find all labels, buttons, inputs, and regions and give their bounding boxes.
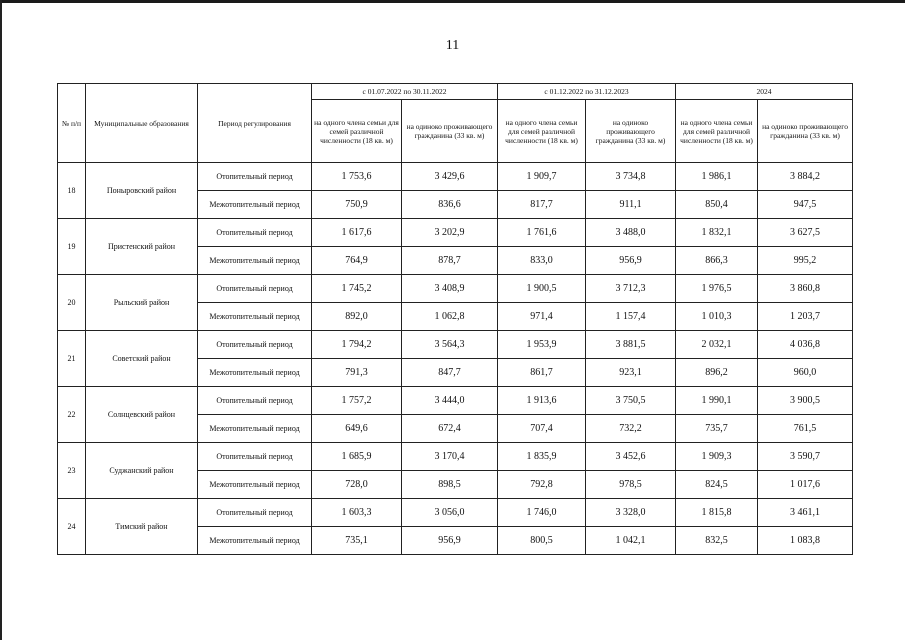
tariff-value-cell: 824,5 [676,471,758,499]
tariff-table [57,83,853,555]
tariff-value-cell: 1 603,3 [312,499,402,527]
tariff-value-cell: 1 832,1 [676,219,758,247]
tariff-value-cell: 1 157,4 [586,303,676,331]
period-non-heating-label: Межотопительный период [198,415,312,443]
tariff-value-cell: 3 056,0 [402,499,498,527]
subheader-family: на одного члена семьи для семей различной численности (18 кв. м) [676,100,758,163]
tariff-value-cell: 878,7 [402,247,498,275]
tariff-value-cell: 956,9 [402,527,498,555]
tariff-value-cell: 1 761,6 [498,219,586,247]
tariff-value-cell: 956,9 [586,247,676,275]
tariff-value-cell: 1 753,6 [312,163,402,191]
period-non-heating-label: Межотопительный период [198,303,312,331]
tariff-value-cell: 3 444,0 [402,387,498,415]
tariff-value-cell: 3 452,6 [586,443,676,471]
tariff-value-cell: 3 884,2 [758,163,853,191]
tariff-value-cell: 3 461,1 [758,499,853,527]
table-row [58,163,853,191]
tariff-value-cell: 3 881,5 [586,331,676,359]
tariff-value-cell: 3 328,0 [586,499,676,527]
period-heating-label: Отопительный период [198,443,312,471]
tariff-value-cell: 1 617,6 [312,219,402,247]
tariff-value-cell: 850,4 [676,191,758,219]
page-top-edge [0,0,905,3]
tariff-value-cell: 732,2 [586,415,676,443]
period-non-heating-label: Межотопительный период [198,471,312,499]
municipality-name: Суджанский район [86,443,198,499]
tariff-value-cell: 896,2 [676,359,758,387]
row-number: 24 [58,499,86,555]
tariff-value-cell: 995,2 [758,247,853,275]
tariff-value-cell: 672,4 [402,415,498,443]
tariff-value-cell: 3 860,8 [758,275,853,303]
tariff-value-cell: 1 746,0 [498,499,586,527]
tariff-value-cell: 832,5 [676,527,758,555]
period-non-heating-label: Межотопительный период [198,247,312,275]
tariff-value-cell: 1 010,3 [676,303,758,331]
tariff-value-cell: 1 909,3 [676,443,758,471]
tariff-value-cell: 792,8 [498,471,586,499]
tariff-value-cell: 3 750,5 [586,387,676,415]
tariff-value-cell: 3 488,0 [586,219,676,247]
tariff-value-cell: 1 913,6 [498,387,586,415]
page-number: 11 [445,38,460,53]
tariff-value-cell: 1 990,1 [676,387,758,415]
tariff-value-cell: 1 203,7 [758,303,853,331]
municipality-name: Тимский район [86,499,198,555]
tariff-value-cell: 3 734,8 [586,163,676,191]
period-non-heating-label: Межотопительный период [198,527,312,555]
period-heating-label: Отопительный период [198,163,312,191]
tariff-value-cell: 1 953,9 [498,331,586,359]
tariff-value-cell: 3 408,9 [402,275,498,303]
tariff-value-cell: 817,7 [498,191,586,219]
tariff-value-cell: 1 815,8 [676,499,758,527]
tariff-value-cell: 1 986,1 [676,163,758,191]
tariff-value-cell: 1 909,7 [498,163,586,191]
tariff-value-cell: 649,6 [312,415,402,443]
row-number: 21 [58,331,86,387]
header-number: № п/п [58,84,86,163]
row-number: 19 [58,219,86,275]
tariff-value-cell: 836,6 [402,191,498,219]
tariff-value-cell: 1 976,5 [676,275,758,303]
tariff-value-cell: 2 032,1 [676,331,758,359]
tariff-value-cell: 728,0 [312,471,402,499]
tariff-value-cell: 1 835,9 [498,443,586,471]
municipality-name: Пристенский район [86,219,198,275]
header-group-2022: с 01.07.2022 по 30.11.2022 [312,84,498,100]
header-period: Период регулирования [198,84,312,163]
tariff-value-cell: 911,1 [586,191,676,219]
tariff-value-cell: 735,1 [312,527,402,555]
tariff-value-cell: 3 564,3 [402,331,498,359]
municipality-name: Солнцевский район [86,387,198,443]
tariff-value-cell: 800,5 [498,527,586,555]
subheader-single: на одиноко проживающего гражданина (33 кв. м) [758,100,853,163]
tariff-value-cell: 3 202,9 [402,219,498,247]
tariff-value-cell: 923,1 [586,359,676,387]
period-non-heating-label: Межотопительный период [198,191,312,219]
tariff-value-cell: 847,7 [402,359,498,387]
tariff-value-cell: 947,5 [758,191,853,219]
period-heating-label: Отопительный период [198,331,312,359]
municipality-name: Рыльский район [86,275,198,331]
tariff-value-cell: 1 900,5 [498,275,586,303]
table-row [58,499,853,527]
page-left-edge [0,0,2,640]
tariff-value-cell: 3 590,7 [758,443,853,471]
tariff-value-cell: 1 062,8 [402,303,498,331]
tariff-value-cell: 3 429,6 [402,163,498,191]
row-number: 23 [58,443,86,499]
tariff-value-cell: 898,5 [402,471,498,499]
tariff-value-cell: 1 745,2 [312,275,402,303]
table-row [58,275,853,303]
tariff-value-cell: 1 017,6 [758,471,853,499]
municipality-name: Поныровский район [86,163,198,219]
tariff-value-cell: 707,4 [498,415,586,443]
tariff-value-cell: 764,9 [312,247,402,275]
tariff-value-cell: 1 083,8 [758,527,853,555]
period-heating-label: Отопительный период [198,275,312,303]
row-number: 20 [58,275,86,331]
header-row-groups [58,84,853,100]
subheader-single: на одиноко проживающего гражданина (33 кв. м) [586,100,676,163]
period-heating-label: Отопительный период [198,499,312,527]
table-row [58,219,853,247]
tariff-value-cell: 4 036,8 [758,331,853,359]
table-body [58,163,853,555]
period-heating-label: Отопительный период [198,387,312,415]
period-heating-label: Отопительный период [198,219,312,247]
subheader-family: на одного члена семьи для семей различной численности (18 кв. м) [312,100,402,163]
tariff-value-cell: 1 042,1 [586,527,676,555]
tariff-value-cell: 971,4 [498,303,586,331]
tariff-value-cell: 866,3 [676,247,758,275]
tariff-value-cell: 1 685,9 [312,443,402,471]
tariff-value-cell: 1 794,2 [312,331,402,359]
tariff-value-cell: 892,0 [312,303,402,331]
tariff-value-cell: 3 627,5 [758,219,853,247]
tariff-value-cell: 1 757,2 [312,387,402,415]
municipality-name: Советский район [86,331,198,387]
period-non-heating-label: Межотопительный период [198,359,312,387]
tariff-value-cell: 761,5 [758,415,853,443]
subheader-single: на одиноко проживающего гражданина (33 кв. м) [402,100,498,163]
tariff-value-cell: 735,7 [676,415,758,443]
table-row [58,443,853,471]
tariff-value-cell: 3 712,3 [586,275,676,303]
table-row [58,387,853,415]
row-number: 22 [58,387,86,443]
tariff-value-cell: 3 170,4 [402,443,498,471]
row-number: 18 [58,163,86,219]
tariff-value-cell: 978,5 [586,471,676,499]
header-municipality: Муниципальные образования [86,84,198,163]
tariff-value-cell: 791,3 [312,359,402,387]
tariff-value-cell: 833,0 [498,247,586,275]
tariff-value-cell: 960,0 [758,359,853,387]
tariff-value-cell: 750,9 [312,191,402,219]
header-group-2023: с 01.12.2022 по 31.12.2023 [498,84,676,100]
subheader-family: на одного члена семьи для семей различной численности (18 кв. м) [498,100,586,163]
tariff-value-cell: 3 900,5 [758,387,853,415]
header-group-2024: 2024 [676,84,853,100]
tariff-value-cell: 861,7 [498,359,586,387]
table-row [58,331,853,359]
